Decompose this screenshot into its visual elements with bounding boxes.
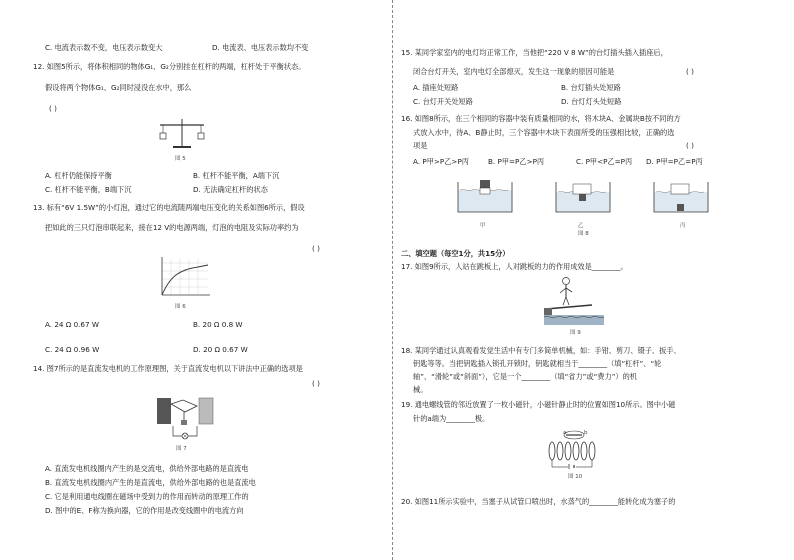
- q14-stem-line1: 14. 图7所示的是直流发电机的工作原理图，关于直流发电机以下讲法中正确的选项是: [33, 364, 303, 373]
- section-2-title: 二、填空题（每空1分，共15分）: [401, 249, 510, 258]
- q12-option-c: C. 杠杆不能平衡，B端下沉: [45, 185, 132, 194]
- q11-option-c: C. 电流表示数不变，电压表示数变大: [45, 43, 163, 52]
- q12-answer-paren: ( ): [49, 104, 57, 113]
- figure-5-caption: 图 5: [175, 156, 186, 162]
- q15-option-b: B. 台灯插头处短路: [561, 83, 621, 92]
- q16-option-b: B. P甲=P乙>P丙: [488, 157, 545, 166]
- q18-stem-line3: 轴”、“滑轮”或“斜面”），它是一个________（填“省力”或“费力”）的机: [413, 372, 637, 381]
- q13-option-d: D. 20 Ω 0.67 W: [193, 345, 248, 354]
- figure-8-label-jia: 甲: [480, 223, 486, 229]
- q16-option-d: D. P甲=P乙=P丙: [646, 157, 703, 166]
- figure-9-diving-board: [544, 275, 604, 325]
- figure-9-caption: 图 9: [570, 330, 581, 336]
- figure-8-caption: 图 8: [578, 231, 589, 237]
- q15-option-d: D. 台灯灯头处短路: [561, 97, 622, 106]
- container-bing: [654, 182, 708, 212]
- q15-stem-line1: 15. 某同学家室内的电灯均正常工作，当他把“220 V 8 W”的台灯插头插入插座后，: [401, 48, 668, 57]
- q16-stem-line2: 式放入水中，待A、B静止时，三个容器中木块下表面所受的压强相比较，正确的选: [413, 128, 675, 137]
- column-divider: [392, 0, 393, 560]
- q16-stem-line1: 16. 如图8所示，在三个相同的容器中装有质量相同的水，将木块A、金属块B按不同的方: [401, 114, 681, 123]
- q15-stem-line2: 闭合台灯开关，室内电灯全部熄灭，发生这一现象的原因可能是: [413, 67, 615, 76]
- q16-answer-paren: ( ): [686, 141, 694, 150]
- q12-stem-line2: 假设将两个物体G₁、G₂同时浸没在水中，那么: [45, 83, 192, 92]
- q14-option-c: C. 它是利用通电线圈在磁场中受到力的作用而转动的原理工作的: [45, 492, 249, 501]
- q19-stem-line2: 针的a端为________极。: [413, 414, 490, 423]
- q13-option-a: A. 24 Ω 0.67 W: [45, 320, 99, 329]
- q13-stem-line1: 13. 标有“6V 1.5W”的小灯泡，通过它的电流随两端电压变化的关系如图6所示，假设: [33, 203, 305, 212]
- figure-6-graph: [152, 255, 212, 303]
- q13-answer-paren: ( ): [312, 244, 320, 253]
- figure-8-label-bing: 丙: [680, 223, 686, 229]
- q14-answer-paren: ( ): [312, 379, 320, 388]
- figure-8-containers: [456, 172, 716, 222]
- container-yi: [556, 182, 610, 212]
- q17-stem-line1: 17. 如图9所示，人站在跳板上，人对跳板的力的作用成效是________。: [401, 262, 628, 271]
- q20-stem-line1: 20. 如图11所示实验中，当塞子从试管口喷出时，水蒸气的________能转化成为塞子的: [401, 497, 676, 506]
- q15-answer-paren: ( ): [686, 67, 694, 76]
- right-column: [396, 0, 794, 560]
- q14-option-d: D. 图中的E、F称为换向器，它的作用是改变线圈中的电流方向: [45, 506, 244, 515]
- q18-stem-line2: 钥匙等等。当把钥匙插入锁孔开锁时，钥匙就相当于________（填“杠杆”、“轮: [413, 359, 662, 368]
- q15-option-c: C. 台灯开关处短路: [413, 97, 473, 106]
- q12-option-a: A. 杠杆仍能保持平衡: [45, 171, 112, 180]
- figure-6-caption: 图 6: [175, 304, 186, 310]
- q13-stem-line2: 把如此的三只灯泡串联起来，接在12 V的电源两端，灯泡的电阻及实际功率约为: [45, 223, 299, 232]
- q16-option-c: C. P甲<P乙=P丙: [576, 157, 633, 166]
- q18-stem-line4: 械。: [413, 385, 428, 394]
- q12-stem-line1: 12. 如图5所示，将体积相同的物体G₁、G₂分别挂在杠杆的两端，杠杆处于平衡状态。: [33, 62, 306, 71]
- q19-stem-line1: 19. 通电螺线管的邻近放置了一枚小磁针，小磁针静止时的位置如图10所示。图中小磁: [401, 400, 676, 409]
- figure-7-caption: 图 7: [176, 446, 187, 452]
- q15-option-a: A. 插座处短路: [413, 83, 459, 92]
- q14-option-a: A. 直流发电机线圈内产生的是交流电，供给外部电路的是直流电: [45, 464, 249, 473]
- q13-option-c: C. 24 Ω 0.96 W: [45, 345, 100, 354]
- q11-option-d: D. 电流表、电压表示数均不变: [212, 43, 309, 52]
- figure-8-label-yi: 乙: [578, 223, 584, 229]
- q14-option-b: B. 直流发电机线圈内产生的是直流电，供给外部电路的也是直流电: [45, 478, 256, 487]
- q12-option-d: D. 无法确定杠杆的状态: [193, 185, 268, 194]
- q16-option-a: A. P甲>P乙>P丙: [413, 157, 469, 166]
- figure-10-caption: 图 10: [568, 474, 583, 480]
- container-jia: [458, 180, 512, 212]
- figure-10-solenoid: [536, 427, 612, 469]
- figure-10-label-b: b: [584, 430, 588, 436]
- q16-stem-line3: 项是: [413, 141, 428, 150]
- q13-option-b: B. 20 Ω 0.8 W: [193, 320, 243, 329]
- left-column: [0, 0, 388, 560]
- figure-7-generator: [153, 392, 217, 442]
- figure-10-label-a: a: [563, 430, 567, 436]
- q18-stem-line1: 18. 某同学通过认真观看发觉生活中有专门多简单机械，如：手钳、剪刀、镊子、扳手、: [401, 346, 681, 355]
- q12-option-b: B. 杠杆不能平衡，A端下沉: [193, 171, 280, 180]
- figure-5-lever: [155, 117, 209, 157]
